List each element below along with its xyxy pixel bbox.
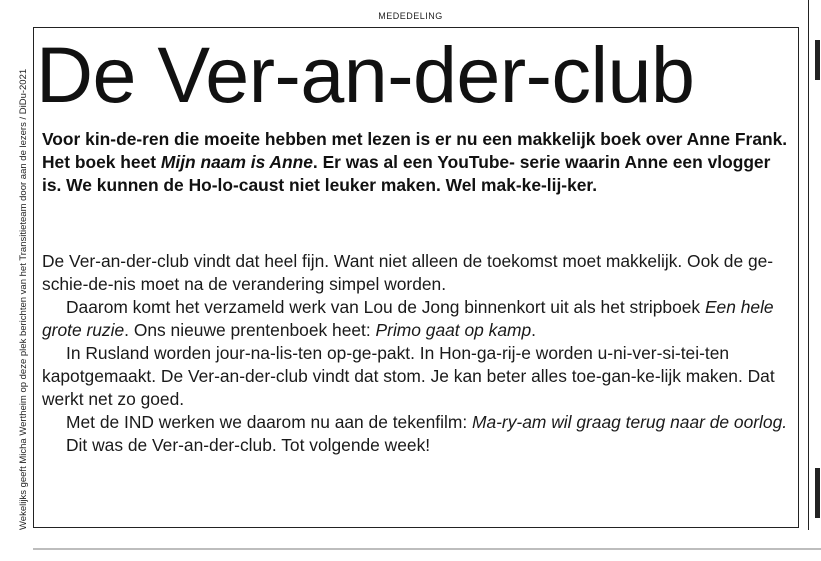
paragraph-2-title-2: Primo gaat op kamp [375,320,532,340]
paragraph-1: De Ver-an-der-club vindt dat heel fijn. Want niet alleen de toekomst moet makkelijk. Ook de ge-schie-de-nis moet na de verandering simpel worden. [42,251,774,294]
lead-text-2: . Er was al een YouTube- serie waarin Anne een vlogger is. We kunnen de Ho-lo-caust niet leuker maken. Wel mak-ke-lij-ker. [42,152,771,195]
lead-text-1: Voor kin-de-ren die moeite hebben met lezen is er nu een makkelijk boek over Anne Frank. Het boek heet [42,129,788,172]
side-credit: Wekelijks geeft Micha Wertheim op deze plek berichten van het Transitieteam door aan de lezers / DiDu-2021 [18,68,29,530]
paragraph-3: In Rusland worden jour-na-lis-ten op-ge-pakt. In Hon-ga-rij-e worden u-ni-ver-si-tei-ten kapotgemaakt. De Ver-an-der-club vindt dat stom. Je kan beter alles toe-gan-ke-lijk maken. Dat werkt net zo goed. [42,343,775,409]
paragraph-2 [42,296,794,342]
paragraph-2-text-c: . [531,320,537,340]
paragraph-4-title: Ma-ry-am wil graag terug naar de oorlog. [471,412,788,432]
paragraph-5: Dit was de Ver-an-der-club. Tot volgende week! [66,435,431,455]
adjacent-column-mark [815,40,820,80]
paragraph-2-text-a: Daarom komt het verzameld werk van Lou de Jong binnenkort uit als het stripboek [66,297,705,317]
article-headline: De Ver-an-der-club [36,30,695,119]
paragraph-4-text: Met de IND werken we daarom nu aan de tekenfilm: [66,412,472,432]
paragraph-4 [42,411,794,434]
section-label: MEDEDELING [378,11,443,21]
article-body [42,250,794,457]
paragraph-2-text-b: . Ons nieuwe prentenboek heet: [124,320,376,340]
adjacent-column-mark [815,468,820,518]
adjacent-column-edge [808,0,821,530]
paragraph-2-title-1: Een hele grote ruzie [42,297,774,340]
lead-book-title: Mijn naam is Anne [160,152,313,172]
bottom-divider [33,548,821,550]
article-lead [42,128,794,197]
